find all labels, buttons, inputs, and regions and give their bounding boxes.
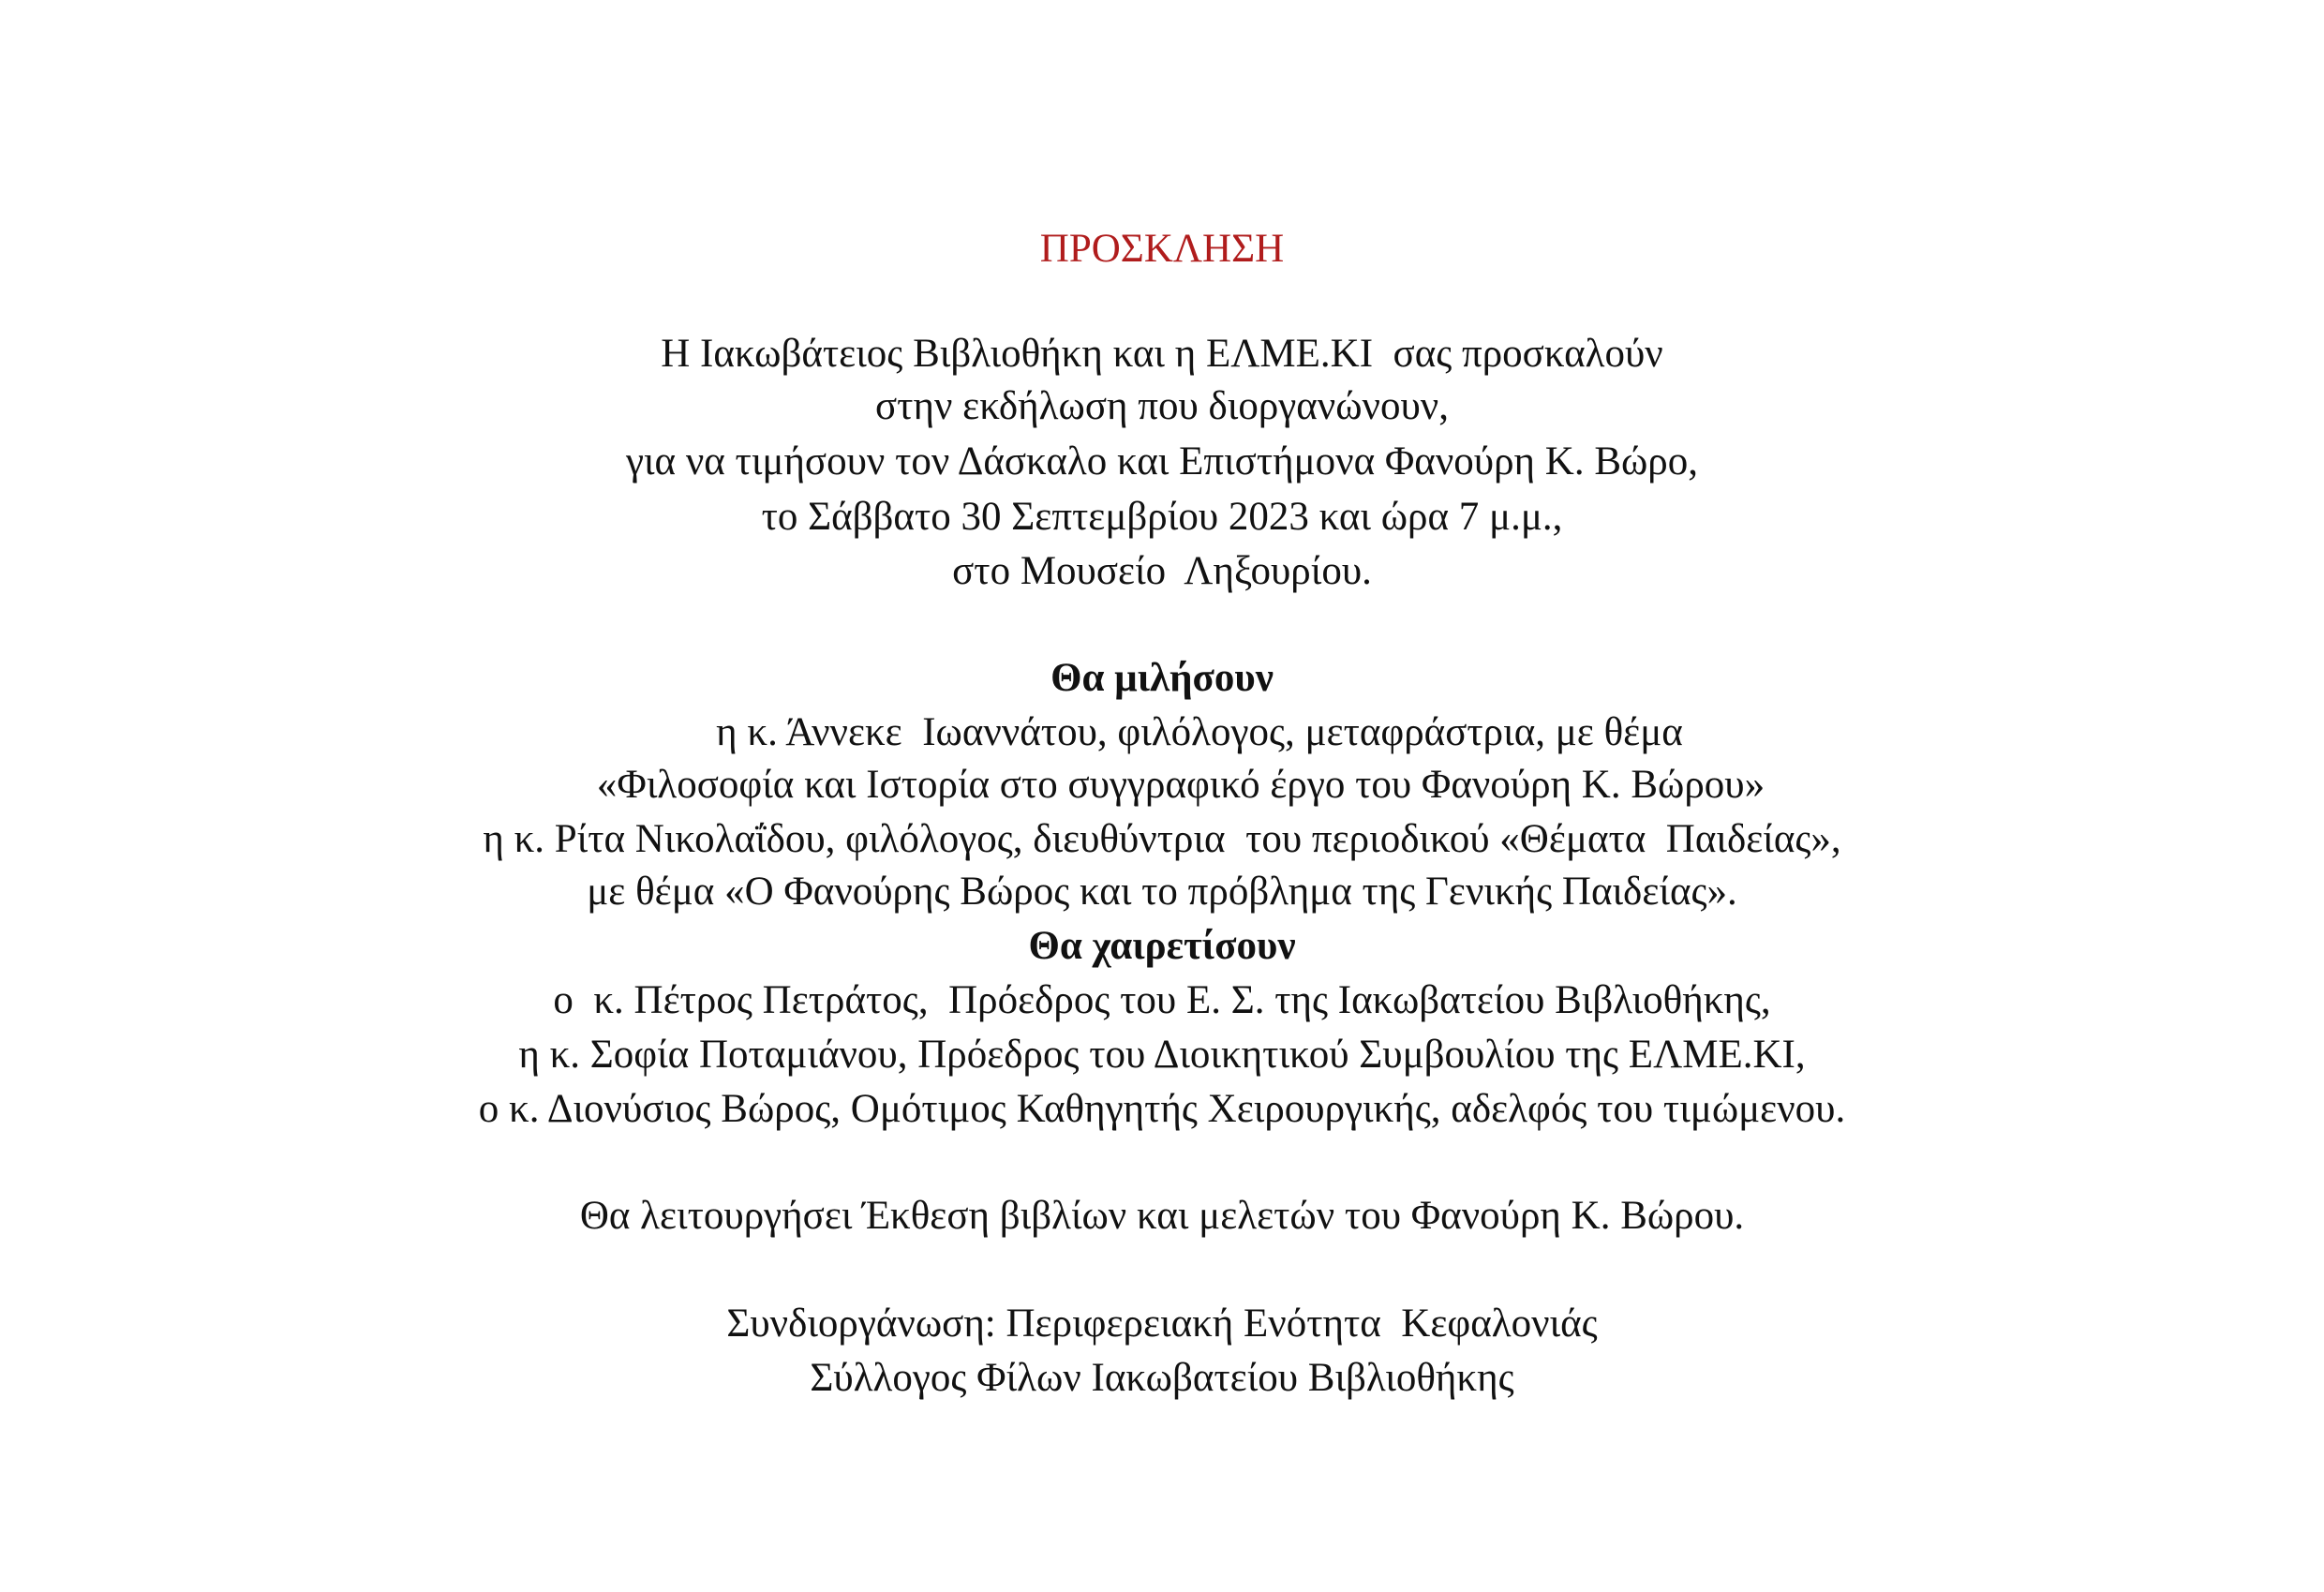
intro-line: στο Μουσείο Ληξουρίου. — [952, 549, 1372, 593]
intro-line: το Σάββατο 30 Σεπτεμβρίου 2023 και ώρα 7 μ.μ., — [761, 495, 1563, 539]
intro-line: για να τιμήσουν τον Δάσκαλο και Επιστήμονα Φανούρη Κ. Βώρο, — [625, 439, 1699, 484]
exhibition-note: Θα λειτουργήσει Έκθεση βιβλίων και μελετών του Φανούρη Κ. Βώρου. — [579, 1194, 1745, 1238]
speaker-line: η κ. Άννεκε Ιωαννάτου, φιλόλογος, μεταφράστρια, με θέμα — [716, 710, 1683, 754]
speakers-heading: Θα μιλήσουν — [1050, 656, 1274, 700]
invitation-title: ΠΡΟΣΚΛΗΣΗ — [1039, 227, 1285, 271]
greeting-line: ο κ. Πέτρος Πετράτος, Πρόεδρος του Ε. Σ. της Ιακωβατείου Βιβλιοθήκης, — [553, 978, 1771, 1022]
greeting-line: η κ. Σοφία Ποταμιάνου, Πρόεδρος του Διοικητικού Συμβουλίου της ΕΛΜΕ.ΚΙ, — [518, 1033, 1806, 1077]
greeting-line: ο κ. Διονύσιος Βώρος, Ομότιμος Καθηγητής Χειρουργικής, αδελφός του τιμώμενου. — [478, 1087, 1846, 1131]
speaker-line: με θέμα «Ο Φανούρης Βώρος και το πρόβλημα της Γενικής Παιδείας». — [587, 870, 1737, 914]
speaker-line: η κ. Ρίτα Νικολαΐδου, φιλόλογος, διευθύντρια του περιοδικού «Θέματα Παιδείας», — [483, 817, 1841, 861]
speaker-line: «Φιλοσοφία και Ιστορία στο συγγραφικό έργο του Φανούρη Κ. Βώρου» — [596, 763, 1765, 807]
intro-line: στην εκδήλωση που διοργανώνουν, — [875, 384, 1449, 428]
coorganizer-line: Συνδιοργάνωση: Περιφερειακή Ενότητα Κεφαλονιάς — [726, 1302, 1598, 1346]
greetings-heading: Θα χαιρετίσουν — [1028, 924, 1296, 968]
coorganizer-line: Σύλλογος Φίλων Ιακωβατείου Βιβλιοθήκης — [810, 1356, 1514, 1400]
intro-line: Η Ιακωβάτειος Βιβλιοθήκη και η ΕΛΜΕ.ΚΙ σας προσκαλούν — [661, 332, 1663, 376]
